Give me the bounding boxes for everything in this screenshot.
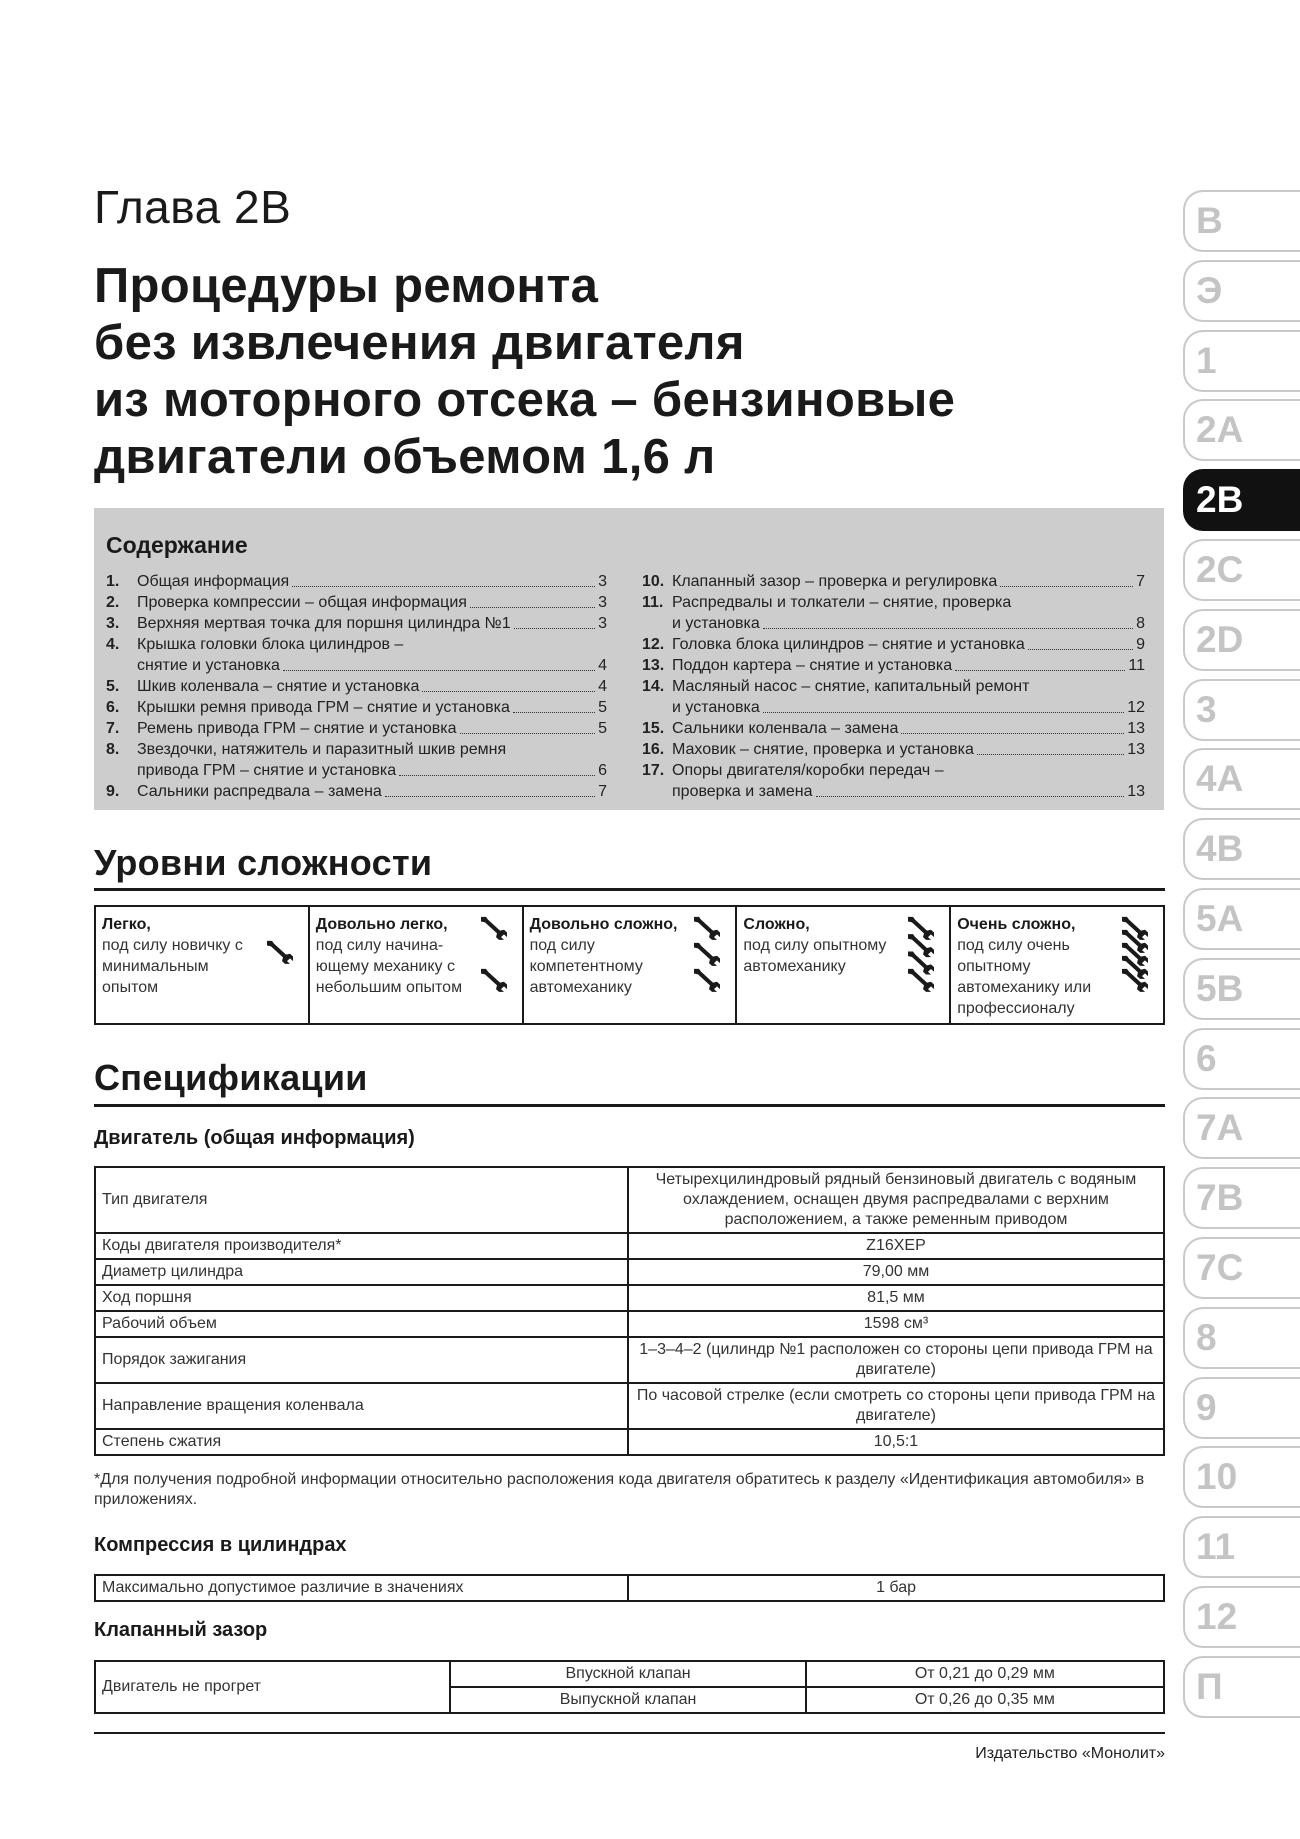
contents-item-title: и установка [672,699,760,716]
contents-box [94,508,1164,810]
spec-value: 10,5:1 [628,1429,1164,1455]
engine-heading: Двигатель (общая информация) [94,1127,415,1149]
contents-item-text [672,676,1145,718]
dot-leader [422,676,595,692]
contents-item [642,676,1145,718]
chapter-tab[interactable]: П [1183,1656,1300,1718]
table-row [95,1661,1164,1687]
contents-item-page: 13 [1127,720,1145,737]
contents-item-title: Сальники распредвала – замена [137,783,382,800]
contents-item-line [672,760,1145,781]
difficulty-level-description: под силу компетентному автомеханику [529,937,643,996]
contents-item-page: 7 [1136,573,1145,590]
contents-item [106,592,607,613]
contents-title: Содержание [106,532,248,558]
table-row [95,1337,1164,1383]
contents-item-line [672,781,1145,802]
title-line: из моторного отсека – бензиновые [94,373,956,427]
dot-leader [763,697,1124,713]
valve-engine-state: Двигатель не прогрет [95,1661,450,1713]
contents-item-line [672,697,1145,718]
dot-leader [385,781,595,797]
contents-item-line [672,739,1145,760]
valve-type: Выпускной клапан [450,1687,805,1713]
page-title [94,258,955,486]
difficulty-level-title: Довольно сложно, [529,916,678,933]
chapter-tab[interactable]: 9 [1183,1377,1300,1439]
spec-label: Порядок зажигания [95,1337,628,1383]
contents-item-title: и установка [672,615,760,632]
difficulty-level [308,907,522,1023]
contents-item [106,613,607,634]
contents-item-title: Опоры двигателя/коробки передач – [672,762,944,779]
spanner-icon [1119,915,1149,993]
contents-item-text [672,655,1145,676]
contents-item-text [672,592,1145,634]
difficulty-level-description: под силу новичку с минимальным опытом [102,937,243,996]
contents-item-page: 9 [1136,636,1145,653]
chapter-tab[interactable]: 11 [1183,1516,1300,1578]
compression-label: Максимально допустимое различие в значениях [95,1575,628,1601]
spec-value: 1–3–4–2 (цилиндр №1 расположен со стороны цепи привода ГРМ на двигателе) [628,1337,1164,1383]
contents-item-number: 4. [106,636,120,653]
contents-item-line [672,634,1145,655]
contents-item-number: 16. [642,741,665,758]
spec-value: Z16XEP [628,1233,1164,1259]
spec-value: Четырехцилиндровый рядный бензиновый двигатель с водяным охлаждением, оснащен двумя распредвалами с верхним расположением, а также ременным приводом [628,1167,1164,1233]
contents-item-line [672,613,1145,634]
contents-item-text [137,781,607,802]
contents-item-line [137,739,607,760]
contents-item [642,571,1145,592]
valve-clearance-table [94,1660,1165,1714]
contents-item-title: Крышки ремня привода ГРМ – снятие и установка [137,699,510,716]
chapter-tab[interactable]: 2B [1183,469,1300,531]
contents-column-left [106,571,607,802]
difficulty-level-title: Довольно легко, [315,916,448,933]
spec-label: Направление вращения коленвала [95,1383,628,1429]
contents-item-page: 3 [598,573,607,590]
chapter-tab[interactable]: 5A [1183,888,1300,950]
contents-item-line [672,592,1145,613]
valve-heading: Клапанный зазор [94,1619,268,1641]
contents-item-number: 5. [106,678,120,695]
chapter-tab[interactable]: 4B [1183,818,1300,880]
contents-item-text [137,613,607,634]
contents-item [106,697,607,718]
contents-item-line [137,571,607,592]
contents-item-line [672,655,1145,676]
contents-item [642,718,1145,739]
spec-value: 1598 см³ [628,1311,1164,1337]
spec-value: 81,5 мм [628,1285,1164,1311]
difficulty-level-description: под силу опытному автомеханику [743,937,887,975]
title-line: двигатели объемом 1,6 л [94,430,716,484]
dot-leader [1000,571,1133,587]
contents-item-text [672,760,1145,802]
title-line: без извлечения двигателя [94,316,745,370]
contents-item-text [137,676,607,697]
valve-clearance-value: От 0,26 до 0,35 мм [806,1687,1164,1713]
table-row [95,1167,1164,1233]
contents-item-line [137,697,607,718]
contents-item [642,634,1145,655]
contents-item [106,676,607,697]
chapter-tab[interactable]: 6 [1183,1028,1300,1090]
dot-leader [513,697,595,713]
chapter-tab[interactable]: Э [1183,260,1300,322]
contents-item-line [137,718,607,739]
difficulty-level-description: под силу очень опытному автомеханику или профессионалу [957,937,1092,1017]
spec-label: Диаметр цилиндра [95,1259,628,1285]
chapter-tab[interactable]: 7C [1183,1237,1300,1299]
contents-item-line [672,676,1145,697]
dot-leader [470,592,595,608]
contents-item-title: Шкив коленвала – снятие и установка [137,678,420,695]
difficulty-level [522,907,736,1023]
contents-item-title: Звездочки, натяжитель и паразитный шкив ремня [137,741,507,758]
difficulty-level-title: Сложно, [743,916,810,933]
contents-item-number: 1. [106,573,120,590]
footer-rule [94,1732,1165,1734]
dot-leader [763,613,1133,629]
contents-column-right [642,571,1145,802]
contents-item-page: 3 [598,594,607,611]
contents-item-title: Маховик – снятие, проверка и установка [672,741,974,758]
chapter-tab[interactable]: 2A [1183,399,1300,461]
spanner-icon [691,915,721,993]
contents-item-text [137,739,607,781]
chapter-tab[interactable]: 12 [1183,1586,1300,1648]
dot-leader [1028,634,1133,650]
contents-item-page: 4 [598,678,607,695]
contents-item [642,592,1145,634]
dot-leader [901,718,1124,734]
contents-item-line [672,718,1145,739]
contents-item [642,739,1145,760]
chapter-tab[interactable]: 7A [1183,1097,1300,1159]
contents-item-number: 15. [642,720,665,737]
valve-type: Впускной клапан [450,1661,805,1687]
spec-value: По часовой стрелке (если смотреть со стороны цепи привода ГРМ на двигателе) [628,1383,1164,1429]
contents-item-page: 11 [1128,657,1145,674]
contents-item-title: Клапанный зазор – проверка и регулировка [672,573,998,590]
spec-label: Коды двигателя производителя* [95,1233,628,1259]
engine-spec-table [94,1166,1165,1456]
contents-item-title: Общая информация [137,573,290,590]
difficulty-level-title: Легко, [102,916,151,933]
contents-item-title: привода ГРМ – снятие и установка [137,762,397,779]
contents-item-text [672,718,1145,739]
table-row [95,1575,1164,1601]
contents-item [106,739,607,781]
contents-item-line [137,781,607,802]
chapter-tab[interactable]: 1 [1183,330,1300,392]
chapter-tab[interactable]: 2D [1183,609,1300,671]
contents-item-number: 7. [106,720,120,737]
contents-item-title: Крышка головки блока цилиндров – [137,636,404,653]
contents-item-page: 6 [598,762,607,779]
table-row [95,1233,1164,1259]
chapter-tab[interactable]: 4A [1183,748,1300,810]
contents-item-title: Проверка компрессии – общая информация [137,594,467,611]
contents-item-page: 8 [1136,615,1145,632]
contents-item-page: 5 [598,720,607,737]
chapter-tab[interactable]: 10 [1183,1446,1300,1508]
table-row [95,1285,1164,1311]
contents-item-number: 9. [106,783,120,800]
contents-item-page: 13 [1127,783,1145,800]
compression-heading: Компрессия в цилиндрах [94,1534,347,1556]
publisher: Издательство «Монолит» [975,1745,1165,1762]
table-row [95,1429,1164,1455]
table-row [95,1311,1164,1337]
contents-item-number: 13. [642,657,665,674]
contents-item-line [137,613,607,634]
contents-item-title: Сальники коленвала – замена [672,720,899,737]
dot-leader [292,571,595,587]
contents-item-text [672,739,1145,760]
dot-leader [816,781,1125,797]
contents-item [106,718,607,739]
contents-item-number: 8. [106,741,120,758]
contents-item-page: 12 [1127,699,1145,716]
contents-item-page: 4 [598,657,607,674]
contents-item-number: 11. [642,594,664,611]
contents-item-text [137,697,607,718]
chapter-tab[interactable]: 2C [1183,539,1300,601]
table-row [95,1259,1164,1285]
contents-item-line [137,592,607,613]
contents-item-line [672,571,1145,592]
contents-item-number: 2. [106,594,120,611]
contents-item-page: 13 [1127,741,1145,758]
compression-table [94,1574,1165,1602]
contents-item-title: Масляный насос – снятие, капитальный ремонт [672,678,1030,695]
contents-item [106,781,607,802]
difficulty-level [96,907,308,1023]
contents-item-text [137,571,607,592]
contents-item-number: 10. [642,573,665,590]
difficulty-levels [94,905,1165,1025]
chapter-tab[interactable]: 7B [1183,1167,1300,1229]
contents-item-page: 7 [598,783,607,800]
contents-item-title: Головка блока цилиндров – снятие и установка [672,636,1025,653]
contents-item-number: 6. [106,699,120,716]
chapter-tab[interactable]: 8 [1183,1307,1300,1369]
compression-value: 1 бар [628,1575,1164,1601]
contents-item [106,571,607,592]
contents-item-text [137,634,607,676]
contents-item-title: Распредвалы и толкатели – снятие, проверка [672,594,1012,611]
contents-item-page: 3 [598,615,607,632]
dot-leader [283,655,595,671]
difficulty-heading: Уровни сложности [94,842,433,883]
spec-label: Рабочий объем [95,1311,628,1337]
spec-label: Степень сжатия [95,1429,628,1455]
spec-label: Ход поршня [95,1285,628,1311]
contents-item-line [137,655,607,676]
spanner-icon [264,915,294,993]
valve-clearance-value: От 0,21 до 0,29 мм [806,1661,1164,1687]
spec-value: 79,00 мм [628,1259,1164,1285]
dot-leader [399,760,595,776]
contents-item [642,760,1145,802]
contents-item-line [137,760,607,781]
contents-item-title: Верхняя мертвая точка для поршня цилиндра №1 [137,615,511,632]
contents-item-text [137,592,607,613]
contents-item-number: 3. [106,615,120,632]
specs-heading: Спецификации [94,1057,368,1098]
contents-item-line [137,634,607,655]
engine-footnote: *Для получения подробной информации относительно расположения кода двигателя обратитесь к разделу «Идентификация автомобиля» в приложениях. [94,1471,1145,1508]
contents-item-line [137,676,607,697]
title-line: Процедуры ремонта [94,259,599,313]
contents-item [106,634,607,676]
chapter-label: Глава 2В [94,181,292,233]
difficulty-level [735,907,949,1023]
contents-item-text [672,634,1145,655]
chapter-tab[interactable]: В [1183,190,1300,252]
contents-item-number: 17. [642,762,665,779]
dot-leader [977,739,1124,755]
table-row [95,1383,1164,1429]
contents-item-title: Поддон картера – снятие и установка [672,657,953,674]
contents-item-number: 14. [642,678,665,695]
chapter-tab[interactable]: 3 [1183,679,1300,741]
contents-item-number: 12. [642,636,665,653]
contents-item-text [137,718,607,739]
section-rule [94,1104,1165,1107]
contents-item-text [672,571,1145,592]
dot-leader [514,613,595,629]
spanner-icon [905,915,935,993]
difficulty-level [949,907,1163,1023]
spec-label: Тип двигателя [95,1167,628,1233]
dot-leader [955,655,1125,671]
spanner-icon [478,915,508,993]
contents-item-title: Ремень привода ГРМ – снятие и установка [137,720,457,737]
contents-item [642,655,1145,676]
contents-item-title: проверка и замена [672,783,813,800]
section-rule [94,888,1165,891]
contents-item-page: 5 [598,699,607,716]
dot-leader [460,718,596,734]
difficulty-level-title: Очень сложно, [957,916,1076,933]
difficulty-level-description: под силу начина-ющему механику с небольшим опытом [315,937,463,996]
chapter-tab[interactable]: 5B [1183,958,1300,1020]
contents-item-title: снятие и установка [137,657,280,674]
